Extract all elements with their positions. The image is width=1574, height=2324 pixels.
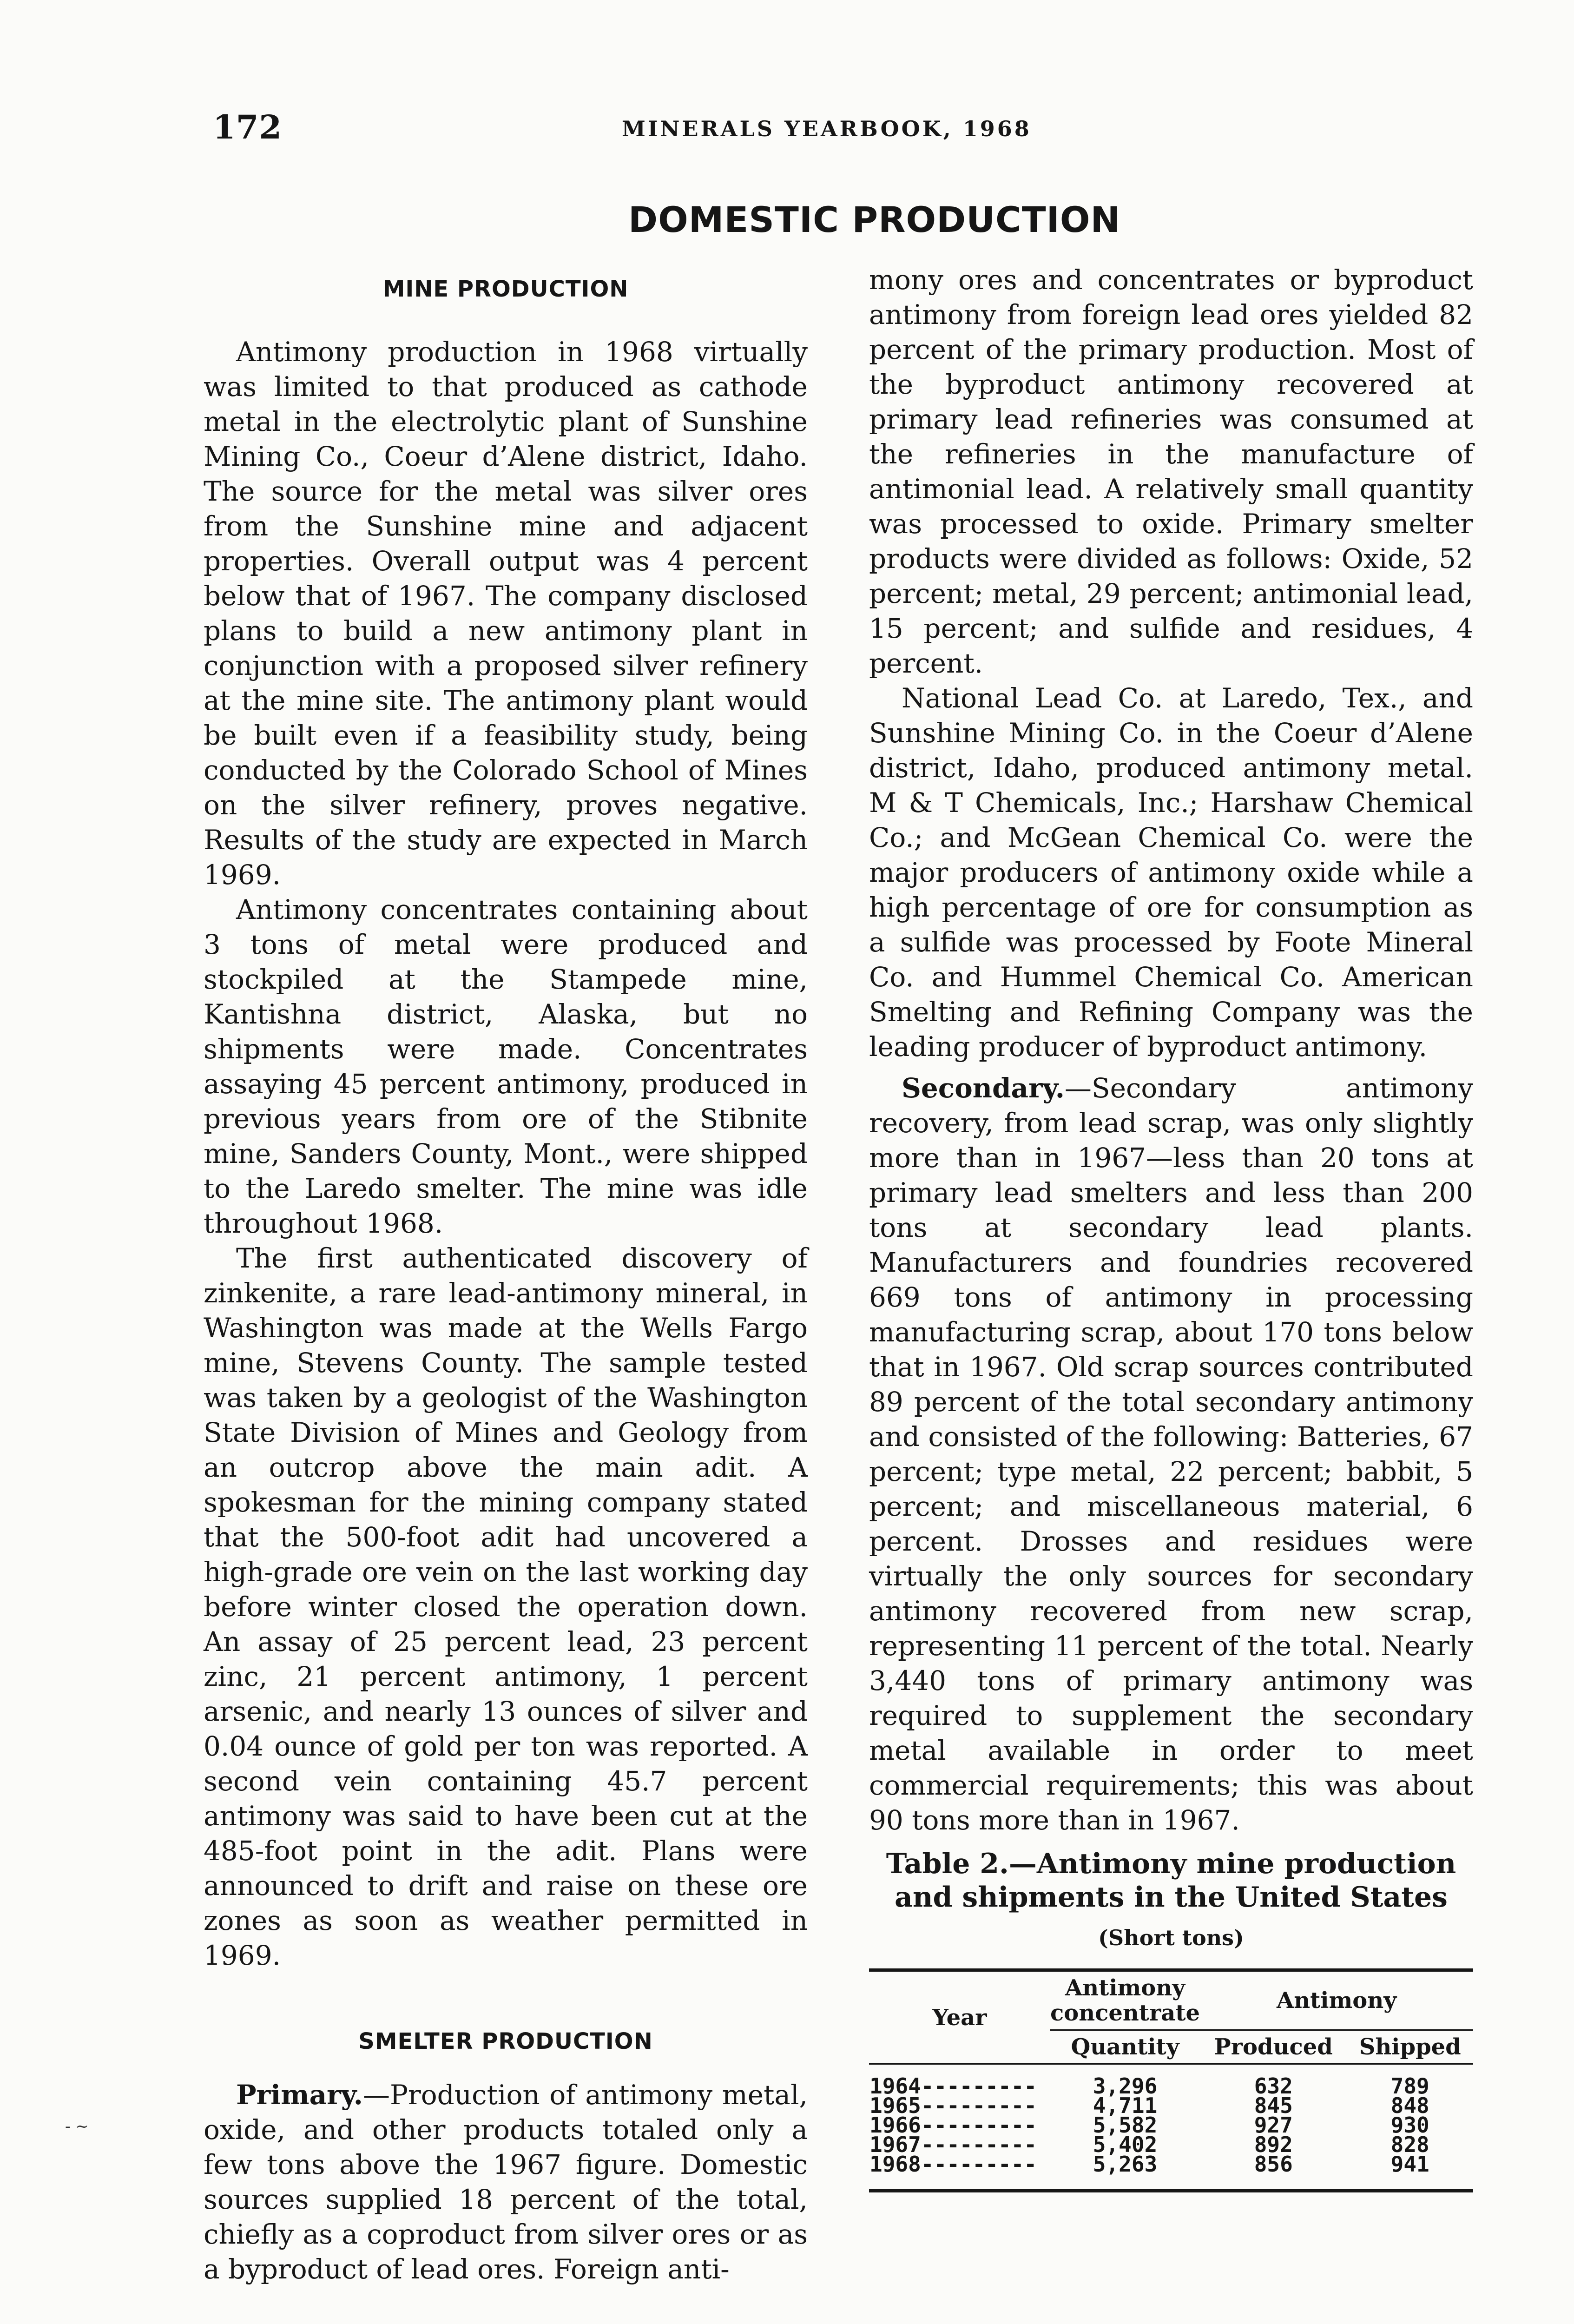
row-leader: --------- — [921, 2113, 1037, 2138]
row-shipped: 941 — [1390, 2152, 1429, 2177]
col-header-year: Year — [869, 1970, 1050, 2064]
row-year: 1967 — [869, 2132, 921, 2157]
row-produced: 892 — [1254, 2132, 1293, 2157]
table-row — [869, 2154, 1473, 2191]
row-shipped: 848 — [1390, 2093, 1429, 2118]
col-header-antimony: Antimony — [1276, 1987, 1397, 2014]
primary-paragraph-2: National Lead Co. at Laredo, Tex., and Sunshine Mining Co. in the Coeur d’Alene district, Idaho, produced antimony metal. M & T Chemicals, Inc.; Harshaw Chemical Co.; and McGean Chemical Co. were the major producers of antimony oxide while a high percentage of ore for consumption as a sulfide was processed by Foote Mineral Co. and Hummel Chemical Co. American Smelting and Refining Company was the leading producer of byproduct antimony. — [869, 682, 1473, 1063]
left-column — [204, 267, 808, 2287]
row-produced: 856 — [1254, 2152, 1293, 2177]
mine-paragraph-2: Antimony concentrates containing about 3 tons of metal were produced and stockpiled at the Stampede mine, Kantishna district, Alaska, but no shipments were made. Concentrates assaying 45 percent antimony, produced in previous years from ore of the Stibnite mine, Sanders County, Mont., were shipped to the Laredo smelter. The mine was idle throughout 1968. — [204, 894, 808, 1239]
col-header-concentrate: Antimony concentrate — [1050, 1975, 1200, 2026]
row-leader: --------- — [921, 2073, 1037, 2099]
table-units: (Short tons) — [1098, 1925, 1244, 1950]
primary-text-start: —Production of antimony metal, oxide, and other products totaled only a few tons above the 1967 figure. Domestic sources supplied 18 percent of the total, chiefly as a coproduct from silver ores or as a byproduct of lead ores. Foreign anti- — [204, 2079, 808, 2285]
antimony-production-table — [869, 1968, 1473, 2192]
row-quantity: 5,402 — [1093, 2132, 1158, 2157]
primary-paragraph — [204, 2078, 808, 2287]
mine-paragraph-1: Antimony production in 1968 virtually was limited to that produced as cathode metal in the electrolytic plant of Sunshine Mining Co., Coeur d’Alene district, Idaho. The source for the metal was silver ores from the Sunshine mine and adjacent properties. Overall output was 4 percent below that of 1967. The company disclosed plans to build a new antimony plant in conjunction with a proposed silver refinery at the mine site. The antimony plant would be built even if a feasibility study, being conducted by the Colorado School of Mines on the silver refinery, proves negative. Results of the study are expected in March 1969. — [204, 336, 808, 891]
row-year: 1965 — [869, 2093, 921, 2118]
running-title: MINERALS YEARBOOK, 1968 — [622, 116, 1032, 141]
page-number: 172 — [213, 108, 283, 146]
table-caption: Table 2.—Antimony mine production and shipments in the United States — [886, 1848, 1456, 1914]
row-shipped: 930 — [1390, 2113, 1429, 2138]
secondary-runin-heading: Secondary. — [902, 1072, 1065, 1104]
primary-paragraph-continued: mony ores and concentrates or byproduct antimony from foreign lead ores yielded 82 percent of the primary production. Most of the byproduct antimony recovered at primary lead refineries was consumed at the refineries in the manufacture of antimonial lead. A relatively small quantity was processed to oxide. Primary smelter products were divided as follows: Oxide, 52 percent; metal, 29 percent; antimonial lead, 15 percent; and sulfide and residues, 4 percent. — [869, 264, 1473, 679]
row-year: 1964 — [869, 2073, 921, 2099]
row-quantity: 4,711 — [1093, 2093, 1158, 2118]
mine-paragraph-3: The first authenticated discovery of zinkenite, a rare lead-antimony mineral, in Washington was made at the Wells Fargo mine, Stevens County. The sample tested was taken by a geologist of the Washington State Division of Mines and Geology from an outcrop above the main adit. A spokesman for the mining company stated that the 500-foot adit had uncovered a high-grade ore vein on the last working day before winter closed the operation down. An assay of 25 percent lead, 23 percent zinc, 21 percent antimony, 1 percent arsenic, and nearly 13 ounces of silver and 0.04 ounce of gold per ton was reported. A second vein containing 45.7 percent antimony was said to have been cut at the 485-foot point in the adit. Plans were announced to drift and raise on these ore zones as soon as weather permitted in 1969. — [204, 1242, 808, 1971]
row-quantity: 3,296 — [1093, 2073, 1158, 2099]
row-quantity: 5,582 — [1093, 2113, 1158, 2138]
right-column — [869, 263, 1473, 2192]
row-quantity: 5,263 — [1093, 2152, 1158, 2177]
row-leader: --------- — [921, 2152, 1037, 2177]
row-leader: --------- — [921, 2132, 1037, 2157]
col-header-produced: Produced — [1200, 2030, 1347, 2064]
margin-mark: - ~ — [65, 2117, 89, 2136]
secondary-paragraph — [869, 1071, 1473, 1838]
row-produced: 927 — [1254, 2113, 1293, 2138]
mine-production-heading: MINE PRODUCTION — [382, 276, 629, 302]
row-shipped: 789 — [1390, 2073, 1429, 2099]
col-header-quantity: Quantity — [1050, 2030, 1200, 2064]
table-row — [869, 2064, 1473, 2096]
primary-runin-heading: Primary. — [236, 2079, 363, 2111]
row-year: 1966 — [869, 2113, 921, 2138]
section-title: DOMESTIC PRODUCTION — [628, 199, 1121, 240]
col-header-shipped: Shipped — [1347, 2030, 1473, 2064]
row-produced: 632 — [1254, 2073, 1293, 2099]
row-shipped: 828 — [1390, 2132, 1429, 2157]
row-leader: --------- — [921, 2093, 1037, 2118]
secondary-text: —Secondary antimony recovery, from lead scrap, was only slightly more than in 1967—less than 20 tons at primary lead smelters and less than 200 tons at secondary lead plants. Manufacturers and foundries recovered 669 tons of antimony in processing manufacturing scrap, about 170 tons below that in 1967. Old scrap sources contributed 89 percent of the total secondary antimony and consisted of the following: Batteries, 67 percent; type metal, 22 percent; babbit, 5 percent; and miscellaneous material, 6 percent. Drosses and residues were virtually the only sources for secondary antimony recovered from new scrap, representing 11 percent of the total. Nearly 3,440 tons of primary antimony was required to supplement the secondary metal available in order to meet commercial requirements; this was about 90 tons more than in 1967. — [869, 1072, 1474, 1836]
row-produced: 845 — [1254, 2093, 1293, 2118]
row-year: 1968 — [869, 2152, 921, 2177]
smelter-production-heading: SMELTER PRODUCTION — [358, 2028, 653, 2054]
